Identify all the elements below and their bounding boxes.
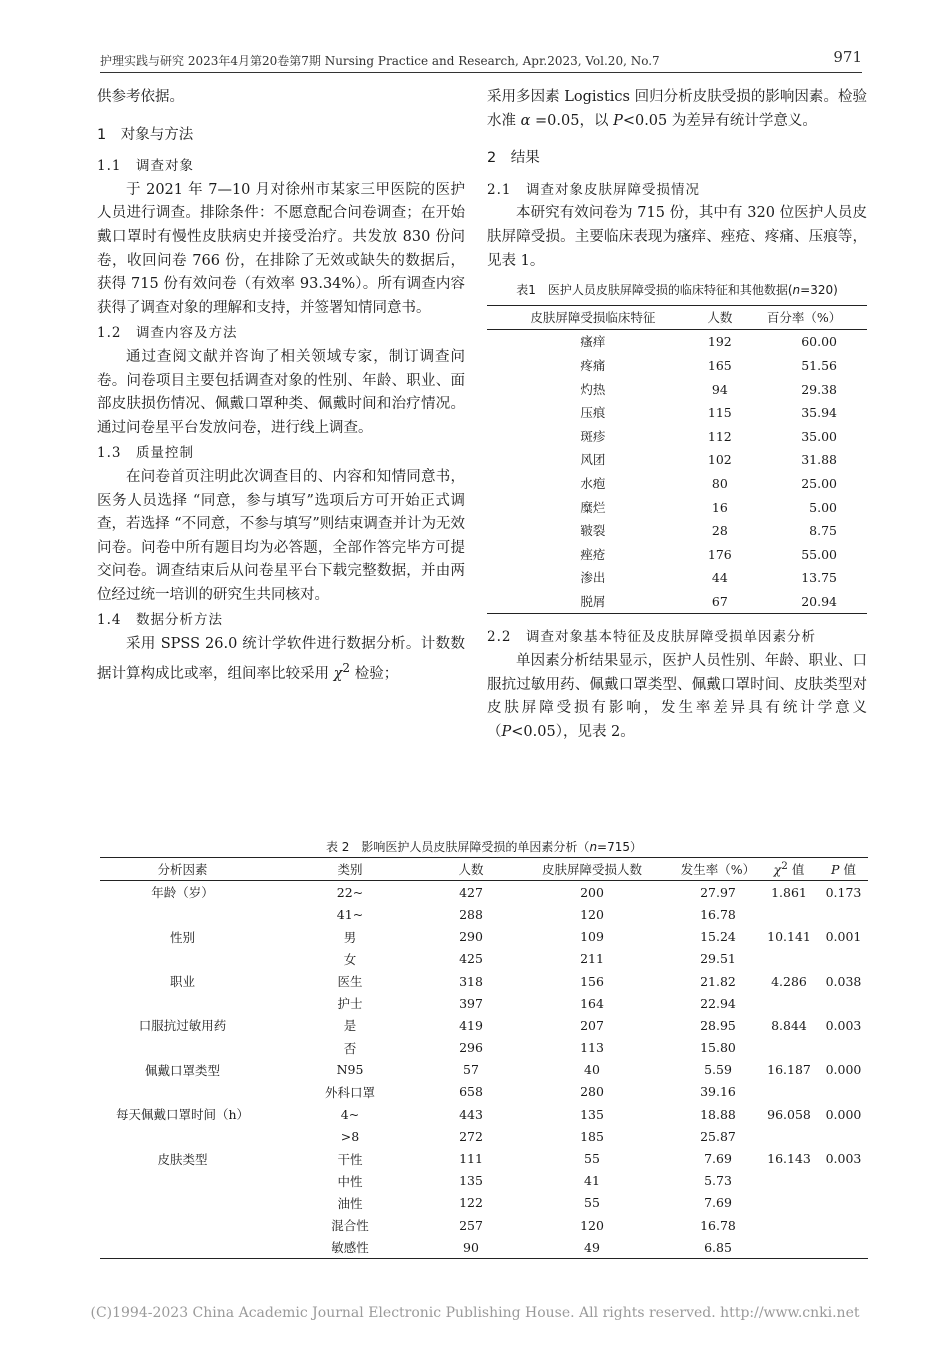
table2-cell-damaged: 109 — [580, 929, 604, 945]
table2-cell-category: 外科口罩 — [324, 1084, 375, 1100]
table2-cell-factor: 性别 — [169, 929, 195, 945]
table2-caption — [100, 838, 868, 855]
table2-cell-rate: 28.95 — [700, 1017, 736, 1033]
copyright-footer: (C)1994-2023 China Academic Journal Electronic Publishing House. All rights reserved. http://www.cnki.net — [90, 1305, 860, 1321]
table1-cell-feature: 水疱 — [580, 475, 606, 491]
table2-cell-count: 318 — [459, 973, 483, 989]
table1 — [487, 305, 867, 615]
table2-cell-category: 否 — [343, 1040, 357, 1056]
table2-cell-chi: 8.844 — [771, 1017, 807, 1033]
table1-row — [487, 425, 867, 449]
table2-cell-rate: 16.78 — [700, 1217, 736, 1233]
table1-caption-text: 表1 医护人员皮肤屏障受损的临床特征和其他数据( — [516, 283, 793, 298]
table2-cell-damaged: 280 — [580, 1084, 604, 1100]
table1-cell-percent: 35.94 — [801, 405, 837, 421]
table2-cell-p — [819, 1214, 868, 1236]
table1-cell-count: 176 — [707, 546, 732, 562]
table1-cell-feature: 糜烂 — [580, 499, 606, 515]
analysis-text-a: 采用 SPSS 26.0 统计学软件进行数据分析。计数数据计算构成比或率，组间率比较采用 — [97, 636, 465, 682]
table1-cell-feature: 压痕 — [580, 405, 606, 421]
table2-cell-category: 22~ — [336, 884, 364, 900]
table2-header-chi — [759, 858, 819, 881]
table2-cell-chi: 16.143 — [767, 1151, 811, 1167]
table1-cell-feature: 灼热 — [580, 381, 606, 397]
table1-cell-percent: 20.94 — [801, 593, 837, 609]
paragraph-damage: 本研究有效问卷为 715 份，其中有 320 位医护人员皮肤屏障受损。主要临床表现为瘙痒、痤疮、疼痛、压痕等，见表 1。 — [487, 205, 867, 269]
table1-cell-percent: 31.88 — [801, 452, 837, 468]
table2-row — [100, 1192, 868, 1214]
table2-cell-category: 敏感性 — [331, 1240, 369, 1256]
table2-cell-factor — [100, 992, 265, 1014]
table1-row — [487, 330, 867, 354]
table1-cell-count: 67 — [711, 593, 728, 609]
table2-cell-count: 425 — [459, 951, 483, 967]
table1-cell-feature: 脱屑 — [580, 593, 606, 609]
table1-row — [487, 519, 867, 543]
table2-cell-chi — [759, 1214, 819, 1236]
table1-cell-percent: 25.00 — [801, 475, 837, 491]
table2-cell-p: 0.173 — [825, 884, 862, 900]
table2-row — [100, 1037, 868, 1059]
table2-cell-rate: 15.80 — [700, 1040, 736, 1056]
table2-cell-count: 658 — [459, 1084, 483, 1100]
table1-cell-count: 28 — [711, 523, 728, 539]
table2-caption-end: =715） — [597, 840, 643, 854]
table2-cell-damaged: 164 — [580, 995, 604, 1011]
table2-cell-damaged: 185 — [580, 1128, 604, 1144]
table2-cell-chi: 96.058 — [767, 1106, 811, 1122]
table2-row — [100, 1214, 868, 1236]
section-heading-results: 2 结果 — [487, 150, 540, 167]
paragraph-continued: 供参考依据。 — [97, 89, 184, 105]
table1-header-row — [487, 305, 867, 330]
paragraph-content: 通过查阅文献并咨询了相关领域专家，制订调查问卷。问卷项目主要包括调查对象的性别、年龄、职业、面部皮肤损伤情况、佩戴口罩种类、佩戴时间和治疗情况。通过问卷星平台发放问卷，进行线上调查。 — [97, 348, 465, 436]
table2-cell-factor: 年龄（岁） — [151, 885, 214, 901]
chi-header-sup: 2 — [781, 860, 788, 873]
table1-cell-count: 94 — [711, 381, 728, 397]
p-symbol-2: P — [501, 723, 512, 740]
univariate-text-b: <0.05），见表 2。 — [511, 723, 635, 740]
p-header-label: 值 — [839, 862, 856, 878]
table2-cell-factor — [100, 1214, 265, 1236]
table1-cell-count: 192 — [707, 334, 732, 350]
table2-cell-damaged: 120 — [580, 906, 604, 922]
table2-cell-damaged: 113 — [580, 1040, 604, 1056]
table2-header-p — [819, 858, 868, 881]
table2-header-damaged: 皮肤屏障受损人数 — [541, 862, 642, 878]
table2-cell-count: 257 — [459, 1217, 483, 1233]
table2-cell-chi — [759, 992, 819, 1014]
table2-cell-rate: 6.85 — [704, 1239, 732, 1255]
table2-cell-count: 288 — [459, 906, 483, 922]
table2-cell-rate: 29.51 — [700, 951, 736, 967]
left-column — [97, 86, 465, 686]
table2-cell-damaged: 49 — [584, 1239, 600, 1255]
table2-cell-chi — [759, 1170, 819, 1192]
table1-cell-count: 80 — [711, 475, 728, 491]
table2-cell-chi: 10.141 — [767, 929, 811, 945]
table2-row — [100, 1103, 868, 1125]
table1-row — [487, 472, 867, 496]
table1-cell-percent: 29.38 — [801, 381, 837, 397]
table2-row — [100, 948, 868, 970]
table2-cell-factor: 口服抗过敏用药 — [138, 1018, 227, 1034]
table2-cell-p: 0.001 — [825, 929, 862, 945]
table1-cell-feature: 渗出 — [580, 570, 606, 586]
table2-cell-factor: 佩戴口罩类型 — [144, 1062, 220, 1078]
table2-cell-category: 油性 — [337, 1195, 363, 1211]
table2-cell-rate: 22.94 — [700, 995, 736, 1011]
table2-cell-factor — [100, 903, 265, 925]
table2 — [100, 857, 868, 1259]
table2-row — [100, 1125, 868, 1147]
table1-row — [487, 448, 867, 472]
table2-cell-category: 医生 — [337, 974, 363, 990]
table2-cell-count: 296 — [459, 1040, 483, 1056]
table2-cell-category: 4~ — [340, 1106, 360, 1122]
table1-cell-count: 44 — [711, 570, 728, 586]
table2-cell-p: 0.000 — [825, 1062, 862, 1078]
table2-body — [100, 881, 868, 1259]
table1-cell-percent: 8.75 — [809, 523, 837, 539]
table2-cell-rate: 25.87 — [700, 1128, 736, 1144]
table2-cell-rate: 16.78 — [700, 906, 736, 922]
table1-row — [487, 566, 867, 590]
table1-cell-feature: 痤疮 — [580, 546, 606, 562]
table2-container — [100, 832, 868, 1259]
table2-cell-factor — [100, 1081, 265, 1103]
table2-cell-count: 419 — [459, 1017, 483, 1033]
table2-cell-chi — [759, 1236, 819, 1259]
table2-cell-rate: 15.24 — [700, 929, 736, 945]
table2-cell-factor: 皮肤类型 — [157, 1151, 208, 1167]
table2-cell-damaged: 207 — [580, 1017, 604, 1033]
table2-cell-p — [819, 948, 868, 970]
table1-row — [487, 590, 867, 614]
table2-cell-rate: 5.59 — [704, 1062, 732, 1078]
table1-cell-percent: 55.00 — [801, 546, 837, 562]
table1-row — [487, 378, 867, 402]
table2-cell-count: 290 — [459, 929, 483, 945]
table2-cell-category: >8 — [340, 1128, 360, 1144]
table2-cell-chi — [759, 1192, 819, 1214]
table2-cell-category: 护士 — [337, 996, 363, 1012]
table2-cell-category: 是 — [343, 1018, 357, 1034]
table2-cell-p: 0.000 — [825, 1106, 862, 1122]
table2-cell-damaged: 135 — [580, 1106, 604, 1122]
paragraph-stats-continued — [487, 86, 867, 133]
table2-row — [100, 903, 868, 925]
table2-cell-rate: 18.88 — [700, 1106, 736, 1122]
table2-cell-rate: 27.97 — [700, 884, 736, 900]
table2-cell-damaged: 156 — [580, 973, 604, 989]
table2-cell-category: 干性 — [337, 1151, 363, 1167]
table2-cell-count: 90 — [463, 1239, 479, 1255]
table2-cell-chi — [759, 1125, 819, 1147]
table2-cell-p — [819, 1125, 868, 1147]
table2-row — [100, 1059, 868, 1081]
table2-cell-category: 41~ — [336, 906, 364, 922]
table2-cell-p — [819, 1081, 868, 1103]
table2-cell-chi: 1.861 — [771, 884, 807, 900]
univariate-text-a: 单因素分析结果显示，医护人员性别、年龄、职业、口服抗过敏用药、佩戴口罩类型、佩戴口罩时间、皮肤类型对皮肤屏障受损有影响，发生率差异具有统计学意义（ — [487, 653, 867, 740]
table2-cell-category: 男 — [343, 929, 357, 945]
table2-row — [100, 926, 868, 948]
subsection-heading-univariate: 2.2 调查对象基本特征及皮肤屏障受损单因素分析 — [487, 629, 816, 646]
table1-row — [487, 496, 867, 520]
table1-row — [487, 401, 867, 425]
table2-header-rate: 发生率（%） — [680, 862, 756, 878]
table2-cell-p — [819, 1037, 868, 1059]
table2-caption-text: 表 2 影响医护人员皮肤屏障受损的单因素分析（ — [325, 840, 590, 854]
table1-cell-feature: 疼痛 — [580, 357, 606, 373]
table2-row — [100, 1236, 868, 1259]
table2-cell-factor: 每天佩戴口罩时间（h） — [115, 1107, 250, 1123]
stats-text-b: =0.05，以 — [530, 112, 614, 129]
table1-row — [487, 354, 867, 378]
table2-row — [100, 970, 868, 992]
table2-cell-chi — [759, 1081, 819, 1103]
table2-cell-p — [819, 903, 868, 925]
table2-cell-factor — [100, 1037, 265, 1059]
table2-cell-p: 0.038 — [825, 973, 862, 989]
analysis-text-b: 检验； — [350, 665, 399, 682]
table2-row — [100, 992, 868, 1014]
table2-row — [100, 1014, 868, 1036]
table2-cell-chi — [759, 903, 819, 925]
subsection-heading-content: 1.2 调查内容及方法 — [97, 325, 238, 342]
table2-cell-p: 0.003 — [825, 1017, 862, 1033]
table2-cell-factor: 职业 — [169, 974, 195, 990]
table2-cell-factor — [100, 1192, 265, 1214]
table2-cell-count: 135 — [459, 1173, 483, 1189]
table2-cell-p — [819, 992, 868, 1014]
table2-cell-category: 女 — [343, 951, 357, 967]
table1-cell-feature: 皲裂 — [580, 523, 606, 539]
table1-cell-count: 112 — [707, 428, 732, 444]
table1-body — [487, 330, 867, 614]
table2-row — [100, 881, 868, 904]
table2-cell-count: 111 — [459, 1151, 483, 1167]
table2-cell-factor — [100, 1236, 265, 1259]
table1-header-count: 人数 — [707, 309, 733, 325]
right-column — [487, 86, 867, 744]
chi-symbol: χ — [333, 665, 343, 682]
table2-cell-chi: 16.187 — [767, 1062, 811, 1078]
table2-cell-rate: 21.82 — [700, 973, 736, 989]
table1-header-percent: 百分率（%） — [766, 309, 842, 325]
table2-cell-damaged: 120 — [580, 1217, 604, 1233]
table2-cell-factor — [100, 1170, 265, 1192]
table2-header-count: 人数 — [458, 862, 484, 878]
table1-row — [487, 543, 867, 567]
table2-cell-chi: 4.286 — [771, 973, 807, 989]
table1-cell-count: 115 — [707, 405, 732, 421]
table2-cell-damaged: 200 — [580, 884, 604, 900]
table2-cell-count: 57 — [463, 1062, 479, 1078]
page-number: 971 — [833, 48, 862, 66]
table2-cell-count: 397 — [459, 995, 483, 1011]
subsection-heading-analysis: 1.4 数据分析方法 — [97, 612, 223, 629]
table2-cell-chi — [759, 1037, 819, 1059]
table2-row — [100, 1170, 868, 1192]
table1-cell-percent: 13.75 — [801, 570, 837, 586]
paragraph-quality: 在问卷首页注明此次调查目的、内容和知情同意书，医务人员选择 “同意，参与填写”选项后方可开始正式调查，若选择 “不同意，不参与填写”则结束调查并计为无效问卷。问卷中所有题目均为必答题，全部作答完毕方可提交问卷。调查结束后从问卷星平台下载完整数据，并由两位经过统一培训的研究生共同核对。 — [97, 468, 465, 603]
table2-cell-p — [819, 1192, 868, 1214]
table2-cell-rate: 5.73 — [704, 1173, 732, 1189]
header-rule — [100, 72, 862, 73]
table1-caption-end: =320) — [800, 283, 838, 298]
table2-cell-damaged: 41 — [584, 1173, 600, 1189]
table2-header-category: 类别 — [337, 862, 363, 878]
table2-cell-damaged: 55 — [584, 1151, 600, 1167]
table1-cell-count: 102 — [707, 452, 732, 468]
alpha-symbol: α — [520, 112, 531, 129]
paragraph-univariate — [487, 650, 867, 744]
stats-text-c: <0.05 为差异有统计学意义。 — [622, 112, 817, 129]
p-header-symbol: P — [831, 862, 840, 878]
table2-cell-count: 443 — [459, 1106, 483, 1122]
table2-cell-category: 混合性 — [331, 1218, 369, 1234]
table2-cell-rate: 7.69 — [704, 1195, 732, 1211]
table2-cell-damaged: 40 — [584, 1062, 600, 1078]
table1-cell-percent: 60.00 — [801, 334, 837, 350]
journal-citation: 护理实践与研究 2023年4月第20卷第7期 Nursing Practice and Research, Apr.2023, Vol.20, No.7 — [100, 54, 660, 68]
table1-cell-feature: 风团 — [580, 452, 606, 468]
paragraph-subjects: 于 2021 年 7—10 月对徐州市某家三甲医院的医护人员进行调查。排除条件：不愿意配合问卷调查；在开始戴口罩时有慢性皮肤病史并接受治疗。共发放 830 份问卷，收回问卷 766 份，在排除了无效或缺失的数据后，获得 715 份有效问卷（有效率 93.34%）。所有调查内容获得了调查对象的理解和支持，并签署知情同意书。 — [97, 181, 465, 316]
table2-cell-p — [819, 1170, 868, 1192]
table1-cell-count: 16 — [711, 499, 728, 515]
table1-cell-percent: 51.56 — [801, 357, 837, 373]
table1-cell-feature: 瘙痒 — [580, 334, 606, 350]
table1-caption — [487, 279, 867, 303]
table2-header-row — [100, 858, 868, 881]
table2-cell-category: 中性 — [337, 1173, 363, 1189]
table2-cell-damaged: 55 — [584, 1195, 600, 1211]
subsection-heading-subjects: 1.1 调查对象 — [97, 158, 194, 175]
table2-cell-chi — [759, 948, 819, 970]
stats-text-a: 采用多因素 Logistics 回归分析皮肤受损的影响因素。检验水准 — [487, 89, 867, 129]
table2-n: n — [589, 840, 598, 854]
table1-cell-percent: 5.00 — [809, 499, 837, 515]
table2-cell-category: N95 — [336, 1062, 364, 1078]
table2-cell-factor — [100, 1125, 265, 1147]
subsection-heading-damage: 2.1 调查对象皮肤屏障受损情况 — [487, 181, 700, 198]
table1-cell-percent: 35.00 — [801, 428, 837, 444]
table2-cell-count: 427 — [459, 884, 483, 900]
table2-header-factor: 分析因素 — [157, 862, 208, 878]
table2-cell-rate: 7.69 — [704, 1151, 732, 1167]
p-symbol: P — [613, 112, 623, 129]
table2-cell-p — [819, 1236, 868, 1259]
chi-header-label: 值 — [787, 862, 805, 878]
table2-row — [100, 1147, 868, 1169]
table1-header-feature: 皮肤屏障受损临床特征 — [530, 309, 656, 325]
table2-row — [100, 1081, 868, 1103]
table1-cell-count: 165 — [707, 357, 732, 373]
chi-superscript: 2 — [342, 660, 351, 675]
chi-header-symbol: χ — [773, 862, 782, 878]
table1-n: n — [792, 283, 801, 298]
table1-cell-feature: 斑疹 — [580, 428, 606, 444]
table2-cell-factor — [100, 948, 265, 970]
section-heading-methods: 1 对象与方法 — [97, 126, 194, 143]
paragraph-analysis — [97, 633, 465, 686]
table2-cell-count: 122 — [459, 1195, 483, 1211]
table2-cell-p: 0.003 — [825, 1151, 862, 1167]
table2-cell-count: 272 — [459, 1128, 483, 1144]
subsection-heading-quality: 1.3 质量控制 — [97, 445, 194, 462]
table2-cell-rate: 39.16 — [700, 1084, 736, 1100]
table2-cell-damaged: 211 — [580, 951, 604, 967]
